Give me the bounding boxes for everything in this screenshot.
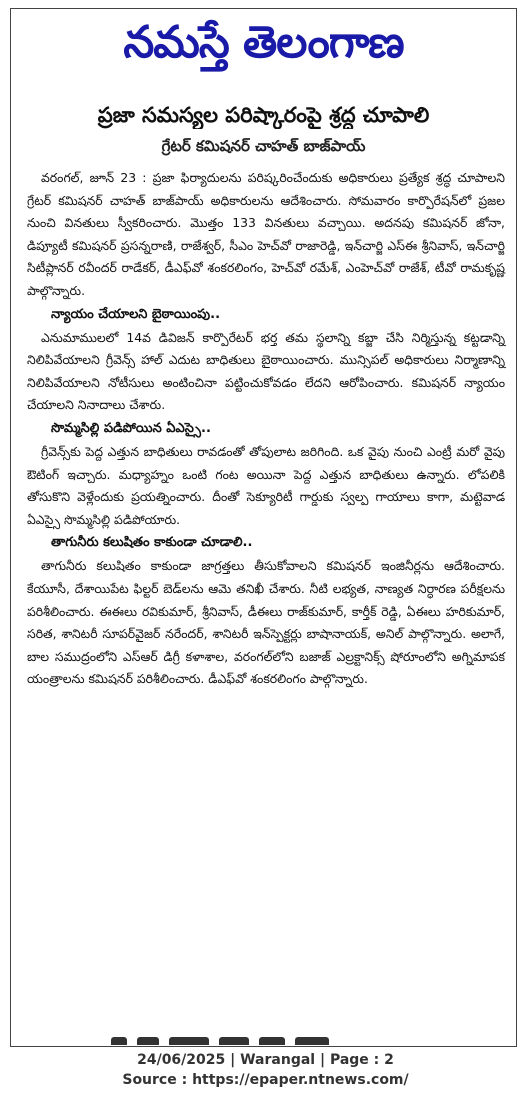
section-heading-1: న్యాయం చేయాలని బైఠాయింపు.. xyxy=(51,306,221,322)
article-headline: ప్రజా సమస్యల పరిష్కారంపై శ్రద్ధ చూపాలి xyxy=(97,103,430,127)
section-paragraph-3: తాగునీరు కలుషితం కాకుండా జాగ్రత్తలు తీసుకోవాలని కమిషనర్ ఇంజినీర్లను ఆదేశించారు. కేయూసీ, దేశాయిపేట ఫిల్టర్ బెడ్‌లను ఆమె తనిఖీ చేశారు. నీటి లభ్యత, నాణ్యత నిర్ధారణ పరీక్షలను పరిశీలించారు. ఈఈలు రవికుమార్, శ్రీనివాస్, డీఈలు రాజ్‌కుమార్, కార్తీక్ రెడ్డి, ఏఈలు హరికుమార్, సరిత, శానిటరీ సూపర్‌వైజర్ నరేందర్, శానిటరీ ఇన్‌స్పెక్టర్లు బాషానాయక్, అనిల్ పాల్గొన్నారు. అలాగే, బాల సముద్రంలోని ఎస్ఆర్ డిగ్రీ కళాశాల, వరంగల్‌లోని బజాజ్ ఎల్రక్టానిక్స్ షోరూంలోని అగ్నిమాపక యంత్రాలను కమిషనర్ పరిశీలించారు. డీఎఫ్‌వో శంకరలింగం పాల్గొన్నారు. xyxy=(27,558,505,687)
dateline: 24/06/2025 | Warangal | Page : 2 xyxy=(137,1052,394,1068)
lead-paragraph: వరంగల్, జూన్ 23 : ప్రజా ఫిర్యాదులను పరిష్కరించేందుకు అధికారులు ప్రత్యేక శ్రద్ధ చూపాలని గ్రేటర్ కమిషనర్ చాహత్ బాజ్‌పాయ్ అధికారులను ఆదేశించారు. సోమవారం కార్పొరేషన్‌లో ప్రజల నుంచి వినతులు స్వీకరించారు. మొత్తం 133 వినతులు వచ్చాయి. అదనపు కమిషనర్ జోనా, డిప్యూటీ కమిషనర్ ప్రసన్నరాణి, రాజేశ్వర్, సీఎం హెచ్‌వో రాజారెడ్డి, ఇన్‌చార్జి ఎస్ఈ శ్రీనివాస్, ఇన్‌చార్జి సిటీప్లానర్ రవీందర్ రాడేకర్, డీఎఫ్‌వో శంకరలింగం, హెచ్‌వో రమేశ్, ఎంహెచ్‌వో రాజేశ్, టీవో రామకృష్ణ పాల్గొన్నారు. xyxy=(27,170,505,298)
clipping-footer xyxy=(0,1050,531,1090)
section-heading-3: తాగునీరు కలుషితం కాకుండా చూడాలి.. xyxy=(51,535,253,551)
source-link[interactable]: Source : https://epaper.ntnews.com/ xyxy=(122,1072,409,1088)
section-paragraph-2: గ్రీవెన్స్‌కు పెద్ద ఎత్తున బాధితులు రావడంతో తోపులాట జరిగింది. ఒక వైపు నుంచి ఎంట్రీ మరో వైపు ఔటింగ్ ఇచ్చారు. మధ్యాహ్నం ఒంటి గంట అయినా పెద్ద ఎత్తున బాధితులు ఉన్నారు. లోపలికి తోసుకొని వెళ్లేందుకు ప్రయత్నించారు. దీంతో సెక్యూరిటీ గార్డుకు స్వల్ప గాయాలు కాగా, మట్టెవాడ ఏఎస్సై సొమ్మసిల్లి పడిపోయారు. xyxy=(27,443,505,527)
article-body xyxy=(27,167,505,691)
section-heading-2: సొమ్మసిల్లి పడిపోయిన ఏఎస్సై.. xyxy=(51,420,211,436)
cropped-next-article-fragment xyxy=(111,1031,411,1045)
article-subheadline: గ్రేటర్ కమిషనర్ చాహత్ బాజ్‌పాయ్ xyxy=(161,137,366,155)
section-paragraph-1: ఎనుమాములలో 14వ డివిజన్ కార్పొరేటర్ భర్త తమ స్థలాన్ని కబ్జా చేసి నిర్మిస్తున్న కట్టడాన్ని నిలిపివేయాలని గ్రీవెన్స్ హాల్ ఎదుట బాధితులు బైఠాయించారు. మున్సిపల్ అధికారులు నిర్మాణాన్ని నిలిపివేయాలని నోటీసులు అంటించినా పట్టించుకోవడం లేదని ఆరోపించారు. కమిషనర్ న్యాయం చేయాలని నినాదాలు చేశారు. xyxy=(27,329,505,413)
newspaper-masthead: నమస్తే తెలంగాణ xyxy=(123,17,404,68)
epaper-clipping xyxy=(10,8,517,1047)
